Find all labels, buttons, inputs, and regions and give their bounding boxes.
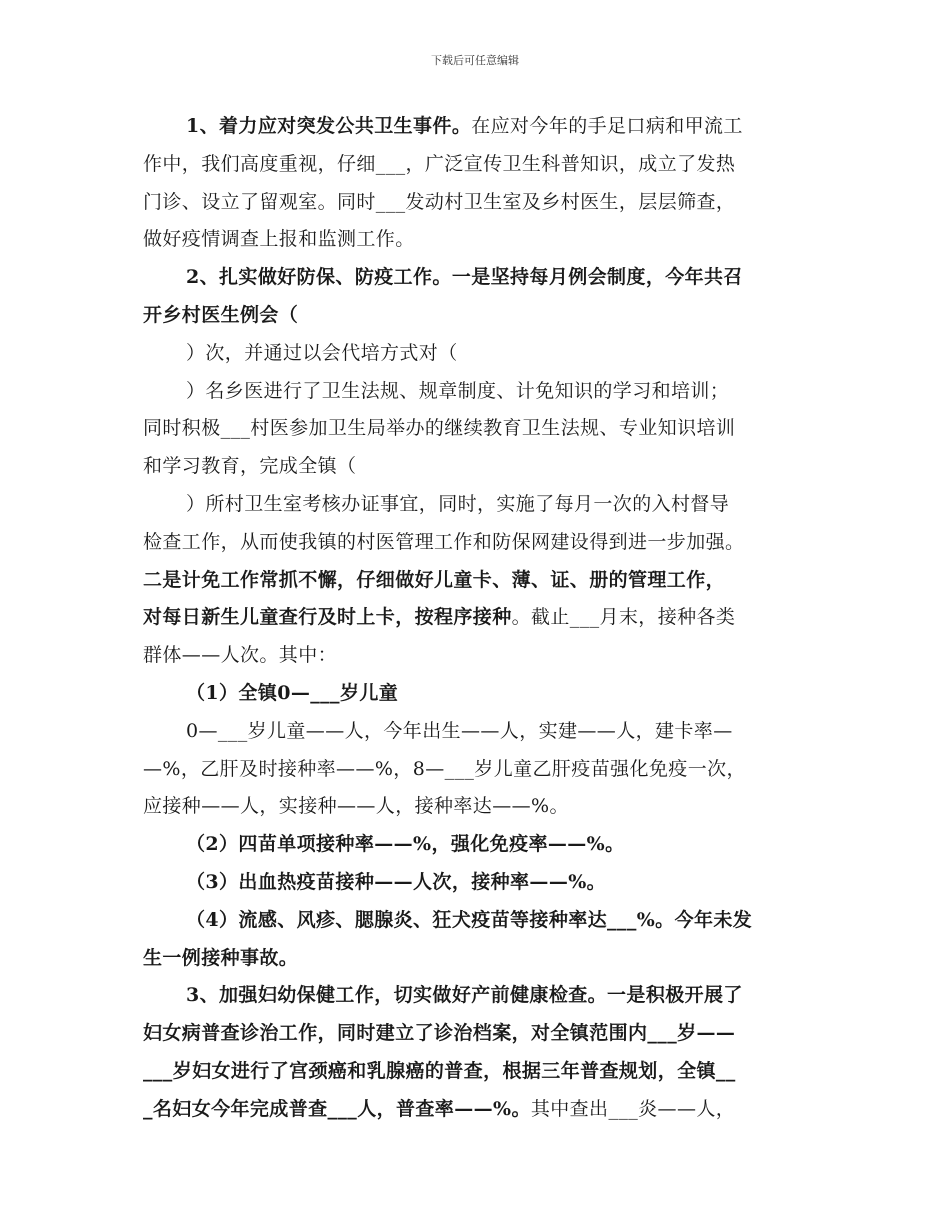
bold-text-segment: 1、着力应对突发公共卫生事件。 [186, 115, 472, 137]
text-line [143, 221, 823, 259]
text-segment: —%，乙肝及时接种率——%，8—___岁儿童乙肝疫苗强化免疫一次， [143, 757, 746, 780]
text-segment: ）名乡医进行了卫生法规、规章制度、计免知识的学习和培训； [186, 379, 730, 402]
text-line [143, 1091, 823, 1129]
text-line [143, 1053, 823, 1091]
document-body [143, 108, 823, 1129]
text-segment: 在应对今年的手足口病和甲流工 [471, 115, 743, 137]
text-line [143, 599, 823, 637]
text-segment: ）所村卫生室考核办证事宜，同时，实施了每月一次的入村督导 [186, 492, 730, 515]
text-segment: 群体——人次。其中： [143, 644, 338, 667]
text-segment: 门诊、设立了留观室。同时___发动村卫生室及乡村医生，层层筛查， [143, 190, 736, 213]
text-segment: 0—___岁儿童——人，今年出生——人，实建——人，建卡率— [186, 719, 733, 742]
text-segment: 做好疫情调查上报和监测工作。 [143, 228, 415, 251]
text-segment: 同时积极___村医参加卫生局举办的继续教育卫生法规、专业知识培训 [143, 417, 736, 440]
text-line [143, 108, 823, 146]
text-segment: 检查工作，从而使我镇的村医管理工作和防保网建设得到进一步加强。 [143, 530, 745, 553]
text-line [143, 864, 823, 902]
page-header: 下载后可任意编辑 [431, 54, 519, 67]
text-line [143, 297, 823, 335]
text-line [143, 751, 823, 789]
bold-text-segment: 二是计免工作常抓不懈，仔细做好儿童卡、薄、证、册的管理工作， [143, 568, 726, 591]
bold-text-segment: 生一例接种事故。 [143, 946, 299, 969]
text-segment: 作中，我们高度重视，仔细___，广泛宣传卫生科普知识，成立了发热 [143, 152, 736, 175]
bold-text-segment: 开乡村医生例会（ [143, 303, 299, 326]
text-line [143, 448, 823, 486]
text-line [143, 977, 823, 1015]
text-line [143, 146, 823, 184]
bold-text-segment: （1）全镇0—___岁儿童 [186, 681, 399, 704]
text-line [143, 259, 823, 297]
text-line [143, 524, 823, 562]
text-line [143, 1015, 823, 1053]
text-line [143, 373, 823, 411]
text-line [143, 902, 823, 940]
text-line [143, 940, 823, 978]
text-line [143, 826, 823, 864]
text-line [143, 562, 823, 600]
bold-text-segment: 妇女病普查诊治工作，同时建立了诊治档案，对全镇范围内___岁—— [143, 1022, 736, 1045]
text-segment: 。截止___月末，接种各类 [511, 606, 736, 629]
text-line [143, 637, 823, 675]
text-line [143, 184, 823, 222]
bold-text-segment: （3）出血热疫苗接种——人次，接种率——%。 [186, 870, 607, 893]
text-line [143, 713, 823, 751]
text-line [143, 410, 823, 448]
bold-text-segment: ___岁妇女进行了宫颈癌和乳腺癌的普查，根据三年普查规划，全镇__ [143, 1059, 736, 1082]
bold-text-segment: 对每日新生儿童查行及时上卡，按程序接种 [143, 606, 512, 629]
bold-text-segment: （2）四苗单项接种率——%，强化免疫率——%。 [186, 833, 625, 856]
bold-text-segment: 3、加强妇幼保健工作，切实做好产前健康检查。一是积极开展了 [186, 984, 743, 1007]
text-line [143, 335, 823, 373]
text-segment: 其中查出___炎——人， [530, 1097, 736, 1120]
text-segment: 应接种——人，实接种——人，接种率达——%。 [143, 795, 569, 818]
text-line [143, 788, 823, 826]
bold-text-segment: （4）流感、风疹、腮腺炎、狂犬疫苗等接种率达___%。今年未发 [186, 908, 753, 931]
text-line [143, 675, 823, 713]
text-segment: 和学习教育，完成全镇（ [143, 455, 357, 478]
text-line [143, 486, 823, 524]
bold-text-segment: _名妇女今年完成普查___人，普查率——%。 [143, 1097, 531, 1120]
bold-text-segment: 2、扎实做好防保、防疫工作。一是坚持每月例会制度，今年共召 [186, 266, 743, 289]
text-segment: ）次，并通过以会代培方式对（ [186, 341, 458, 364]
